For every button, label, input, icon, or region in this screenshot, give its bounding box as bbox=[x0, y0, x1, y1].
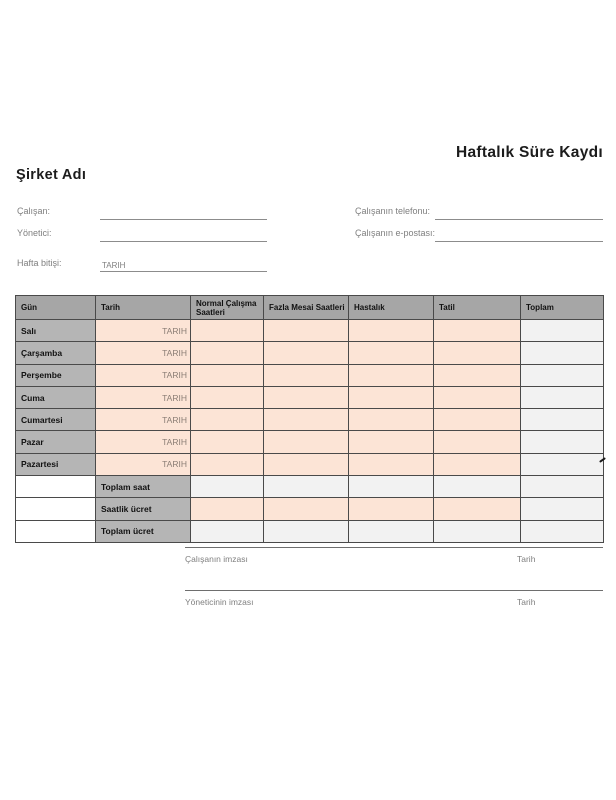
date-cell[interactable]: TARIH bbox=[96, 342, 191, 364]
day-label-cell: Cumartesi bbox=[16, 409, 96, 431]
date-cell[interactable]: TARIH bbox=[96, 409, 191, 431]
day-row bbox=[16, 320, 604, 342]
day-row bbox=[16, 431, 604, 453]
overtime-hours-cell[interactable] bbox=[264, 364, 349, 386]
summary-value-cell[interactable] bbox=[264, 520, 349, 542]
employee-phone-label: Çalışanın telefonu: bbox=[355, 206, 431, 216]
regular-hours-cell[interactable] bbox=[191, 386, 264, 408]
summary-row bbox=[16, 520, 604, 542]
employee-phone-field[interactable] bbox=[435, 206, 603, 220]
regular-hours-cell[interactable] bbox=[191, 320, 264, 342]
vacation-cell[interactable] bbox=[434, 320, 521, 342]
summary-total-cell[interactable] bbox=[521, 476, 604, 498]
total-cell[interactable] bbox=[521, 453, 604, 475]
column-header: Hastalık bbox=[349, 296, 434, 320]
day-label-cell: Çarşamba bbox=[16, 342, 96, 364]
day-label-cell: Perşembe bbox=[16, 364, 96, 386]
overtime-hours-cell[interactable] bbox=[264, 431, 349, 453]
sick-cell[interactable] bbox=[349, 364, 434, 386]
timesheet-header-row bbox=[16, 296, 604, 320]
manager-field[interactable] bbox=[100, 228, 267, 242]
sick-cell[interactable] bbox=[349, 431, 434, 453]
manager-signature-label: Yöneticinin imzası bbox=[185, 597, 254, 607]
spacer-cell bbox=[16, 520, 96, 542]
total-cell[interactable] bbox=[521, 342, 604, 364]
day-row bbox=[16, 453, 604, 475]
overtime-hours-cell[interactable] bbox=[264, 409, 349, 431]
summary-value-cell[interactable] bbox=[349, 498, 434, 520]
summary-value-cell[interactable] bbox=[434, 520, 521, 542]
company-name[interactable]: Şirket Adı bbox=[16, 167, 87, 183]
total-cell[interactable] bbox=[521, 409, 604, 431]
date-cell[interactable]: TARIH bbox=[96, 320, 191, 342]
day-label-cell: Cuma bbox=[16, 386, 96, 408]
summary-label-cell: Saatlik ücret bbox=[96, 498, 191, 520]
day-row bbox=[16, 386, 604, 408]
page-title: Haftalık Süre Kaydı bbox=[456, 144, 603, 161]
employee-email-field[interactable] bbox=[435, 228, 603, 242]
vacation-cell[interactable] bbox=[434, 386, 521, 408]
regular-hours-cell[interactable] bbox=[191, 453, 264, 475]
spacer-cell bbox=[16, 498, 96, 520]
employee-signature-date-label: Tarih bbox=[517, 554, 536, 564]
summary-value-cell[interactable] bbox=[349, 520, 434, 542]
vacation-cell[interactable] bbox=[434, 364, 521, 386]
summary-value-cell[interactable] bbox=[264, 476, 349, 498]
day-label-cell: Pazartesi bbox=[16, 453, 96, 475]
summary-row bbox=[16, 498, 604, 520]
sick-cell[interactable] bbox=[349, 320, 434, 342]
overtime-hours-cell[interactable] bbox=[264, 453, 349, 475]
sick-cell[interactable] bbox=[349, 386, 434, 408]
total-cell[interactable] bbox=[521, 364, 604, 386]
summary-value-cell[interactable] bbox=[349, 476, 434, 498]
column-header: Toplam bbox=[521, 296, 604, 320]
manager-label: Yönetici: bbox=[17, 228, 52, 238]
vacation-cell[interactable] bbox=[434, 453, 521, 475]
employee-field[interactable] bbox=[100, 206, 267, 220]
week-ending-value[interactable]: TARIH bbox=[102, 261, 126, 270]
employee-label: Çalışan: bbox=[17, 206, 51, 216]
total-cell[interactable] bbox=[521, 320, 604, 342]
week-ending-label: Hafta bitişi: bbox=[17, 258, 62, 268]
date-cell[interactable]: TARIH bbox=[96, 431, 191, 453]
manager-signature-date-label: Tarih bbox=[517, 597, 536, 607]
regular-hours-cell[interactable] bbox=[191, 409, 264, 431]
column-header: Tatil bbox=[434, 296, 521, 320]
summary-value-cell[interactable] bbox=[264, 498, 349, 520]
regular-hours-cell[interactable] bbox=[191, 431, 264, 453]
day-label-cell: Salı bbox=[16, 320, 96, 342]
sick-cell[interactable] bbox=[349, 342, 434, 364]
regular-hours-cell[interactable] bbox=[191, 364, 264, 386]
employee-email-label: Çalışanın e-postası: bbox=[355, 228, 436, 238]
total-cell[interactable] bbox=[521, 431, 604, 453]
column-header: Tarih bbox=[96, 296, 191, 320]
day-label-cell: Pazar bbox=[16, 431, 96, 453]
employee-signature-line[interactable] bbox=[185, 547, 603, 548]
column-header: Normal Çalışma Saatleri bbox=[191, 296, 264, 320]
total-cell[interactable] bbox=[521, 386, 604, 408]
summary-value-cell[interactable] bbox=[191, 498, 264, 520]
summary-value-cell[interactable] bbox=[434, 476, 521, 498]
summary-value-cell[interactable] bbox=[434, 498, 521, 520]
sick-cell[interactable] bbox=[349, 453, 434, 475]
summary-value-cell[interactable] bbox=[191, 520, 264, 542]
column-header: Fazla Mesai Saatleri bbox=[264, 296, 349, 320]
summary-total-cell[interactable] bbox=[521, 498, 604, 520]
column-header: Gün bbox=[16, 296, 96, 320]
date-cell[interactable]: TARIH bbox=[96, 364, 191, 386]
day-row bbox=[16, 409, 604, 431]
regular-hours-cell[interactable] bbox=[191, 342, 264, 364]
summary-row bbox=[16, 476, 604, 498]
manager-signature-line[interactable] bbox=[185, 590, 603, 591]
date-cell[interactable]: TARIH bbox=[96, 386, 191, 408]
spacer-cell bbox=[16, 476, 96, 498]
timesheet-body bbox=[16, 320, 604, 543]
summary-total-cell[interactable] bbox=[521, 520, 604, 542]
timesheet-table bbox=[15, 295, 604, 543]
summary-value-cell[interactable] bbox=[191, 476, 264, 498]
overtime-hours-cell[interactable] bbox=[264, 320, 349, 342]
summary-label-cell: Toplam saat bbox=[96, 476, 191, 498]
day-row bbox=[16, 364, 604, 386]
vacation-cell[interactable] bbox=[434, 342, 521, 364]
summary-label-cell: Toplam ücret bbox=[96, 520, 191, 542]
vacation-cell[interactable] bbox=[434, 409, 521, 431]
date-cell[interactable]: TARIH bbox=[96, 453, 191, 475]
day-row bbox=[16, 342, 604, 364]
vacation-cell[interactable] bbox=[434, 431, 521, 453]
week-ending-field[interactable] bbox=[100, 258, 267, 272]
overtime-hours-cell[interactable] bbox=[264, 386, 349, 408]
employee-signature-label: Çalışanın imzası bbox=[185, 554, 248, 564]
sick-cell[interactable] bbox=[349, 409, 434, 431]
overtime-hours-cell[interactable] bbox=[264, 342, 349, 364]
